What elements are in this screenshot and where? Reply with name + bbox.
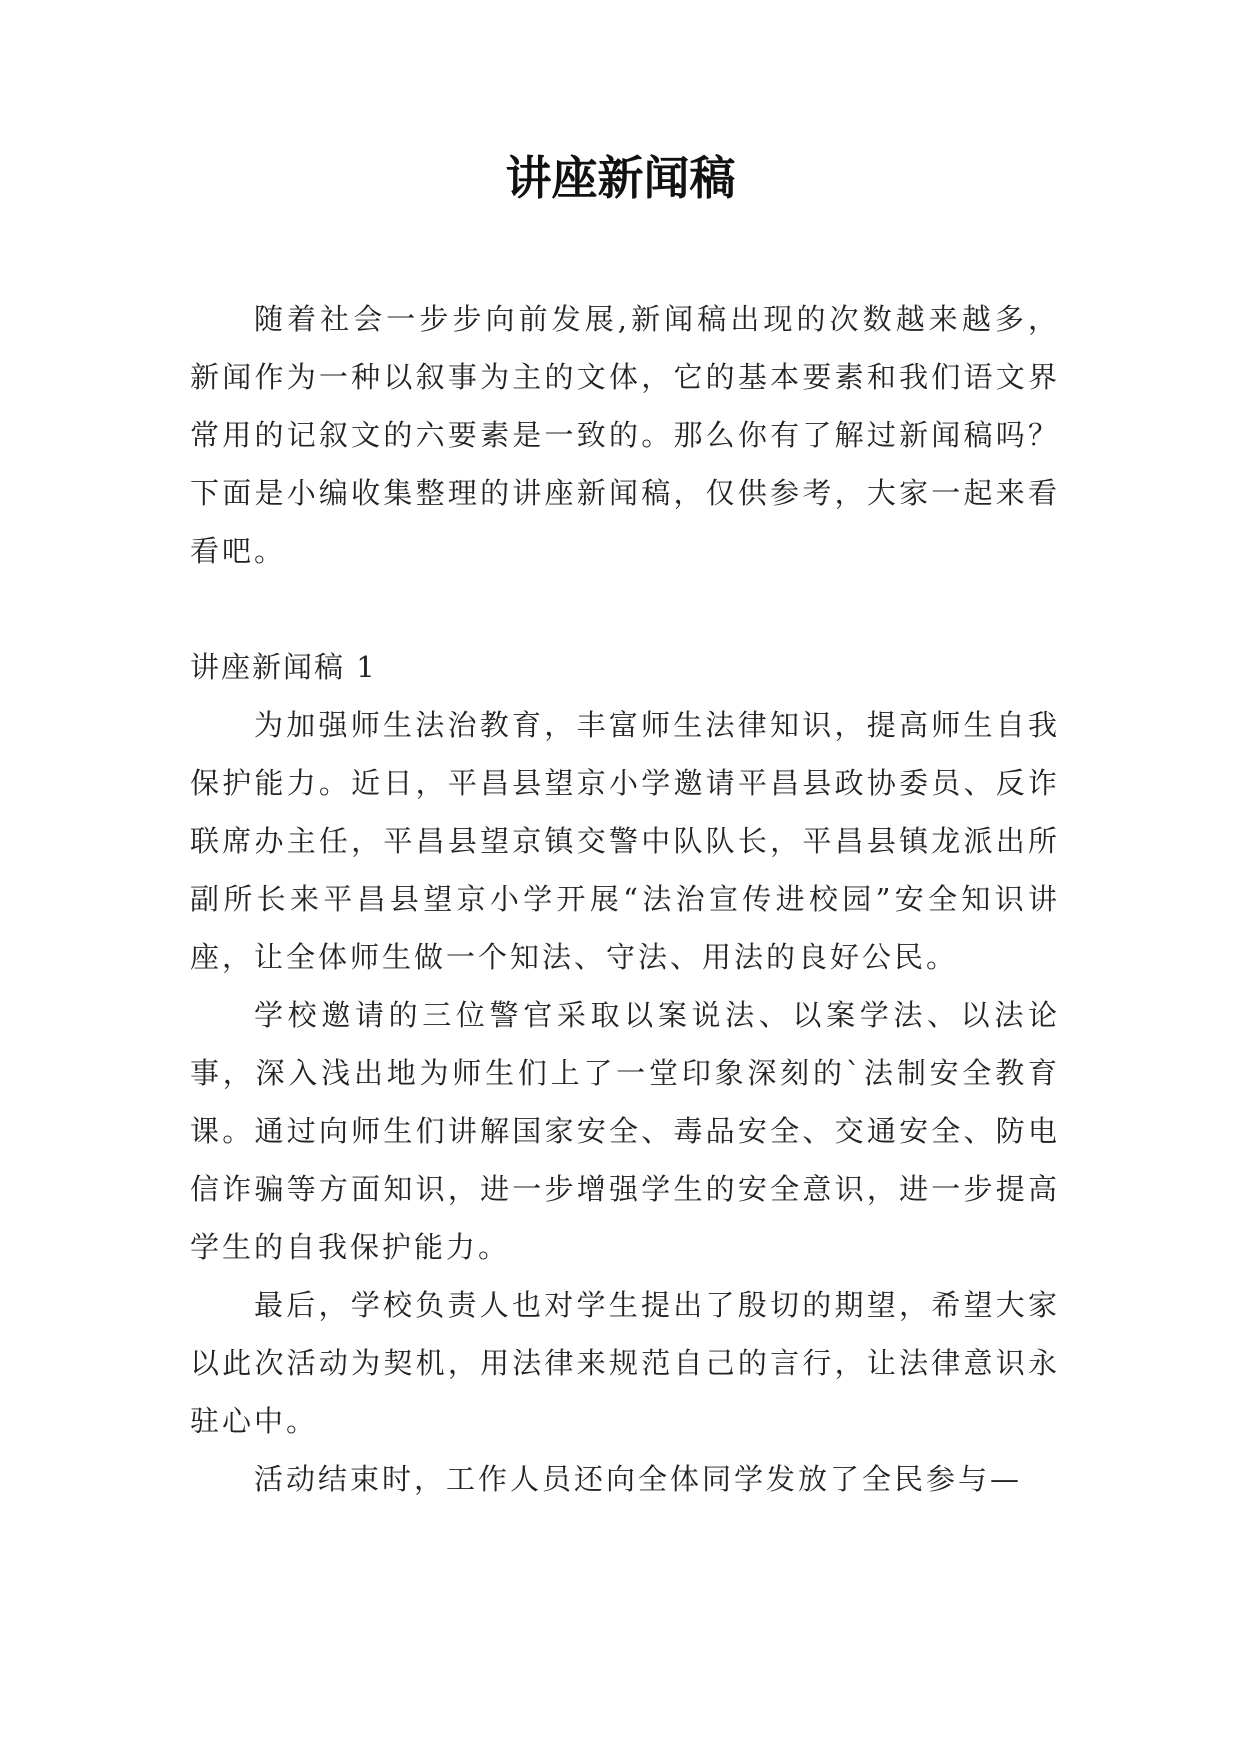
body-paragraph-2: 学校邀请的三位警官采取以案说法、以案学法、以法论事，深入浅出地为师生们上了一堂印象深刻的`法制安全教育课。通过向师生们讲解国家安全、毒品安全、交通安全、防电信诈骗等方面知识，进一步增强学生的安全意识，进一步提高学生的自我保护能力。 xyxy=(190,998,1060,1264)
body-paragraph-1: 为加强师生法治教育，丰富师生法律知识，提高师生自我保护能力。近日，平昌县望京小学邀请平昌县政协委员、反诈联席办主任，平昌县望京镇交警中队队长，平昌县镇龙派出所副所长来平昌县望京小学开展“法治宣传进校园”安全知识讲座，让全体师生做一个知法、守法、用法的良好公民。 xyxy=(190,708,1060,974)
section-spacer xyxy=(190,580,1060,638)
section-heading: 讲座新闻稿 1 xyxy=(190,650,377,684)
document-title: 讲座新闻稿 xyxy=(505,151,736,205)
body-paragraph-4: 活动结束时，工作人员还向全体同学发放了全民参与— xyxy=(254,1462,1023,1496)
body-paragraph-3: 最后，学校负责人也对学生提出了殷切的期望，希望大家以此次活动为契机，用法律来规范自己的言行，让法律意识永驻心中。 xyxy=(190,1288,1060,1438)
document-body xyxy=(190,290,1060,1508)
intro-paragraph: 随着社会一步步向前发展,新闻稿出现的次数越来越多，新闻作为一种以叙事为主的文体，它的基本要素和我们语文界常用的记叙文的六要素是一致的。那么你有了解过新闻稿吗？下面是小编收集整理的讲座新闻稿，仅供参考，大家一起来看看吧。 xyxy=(190,302,1060,568)
